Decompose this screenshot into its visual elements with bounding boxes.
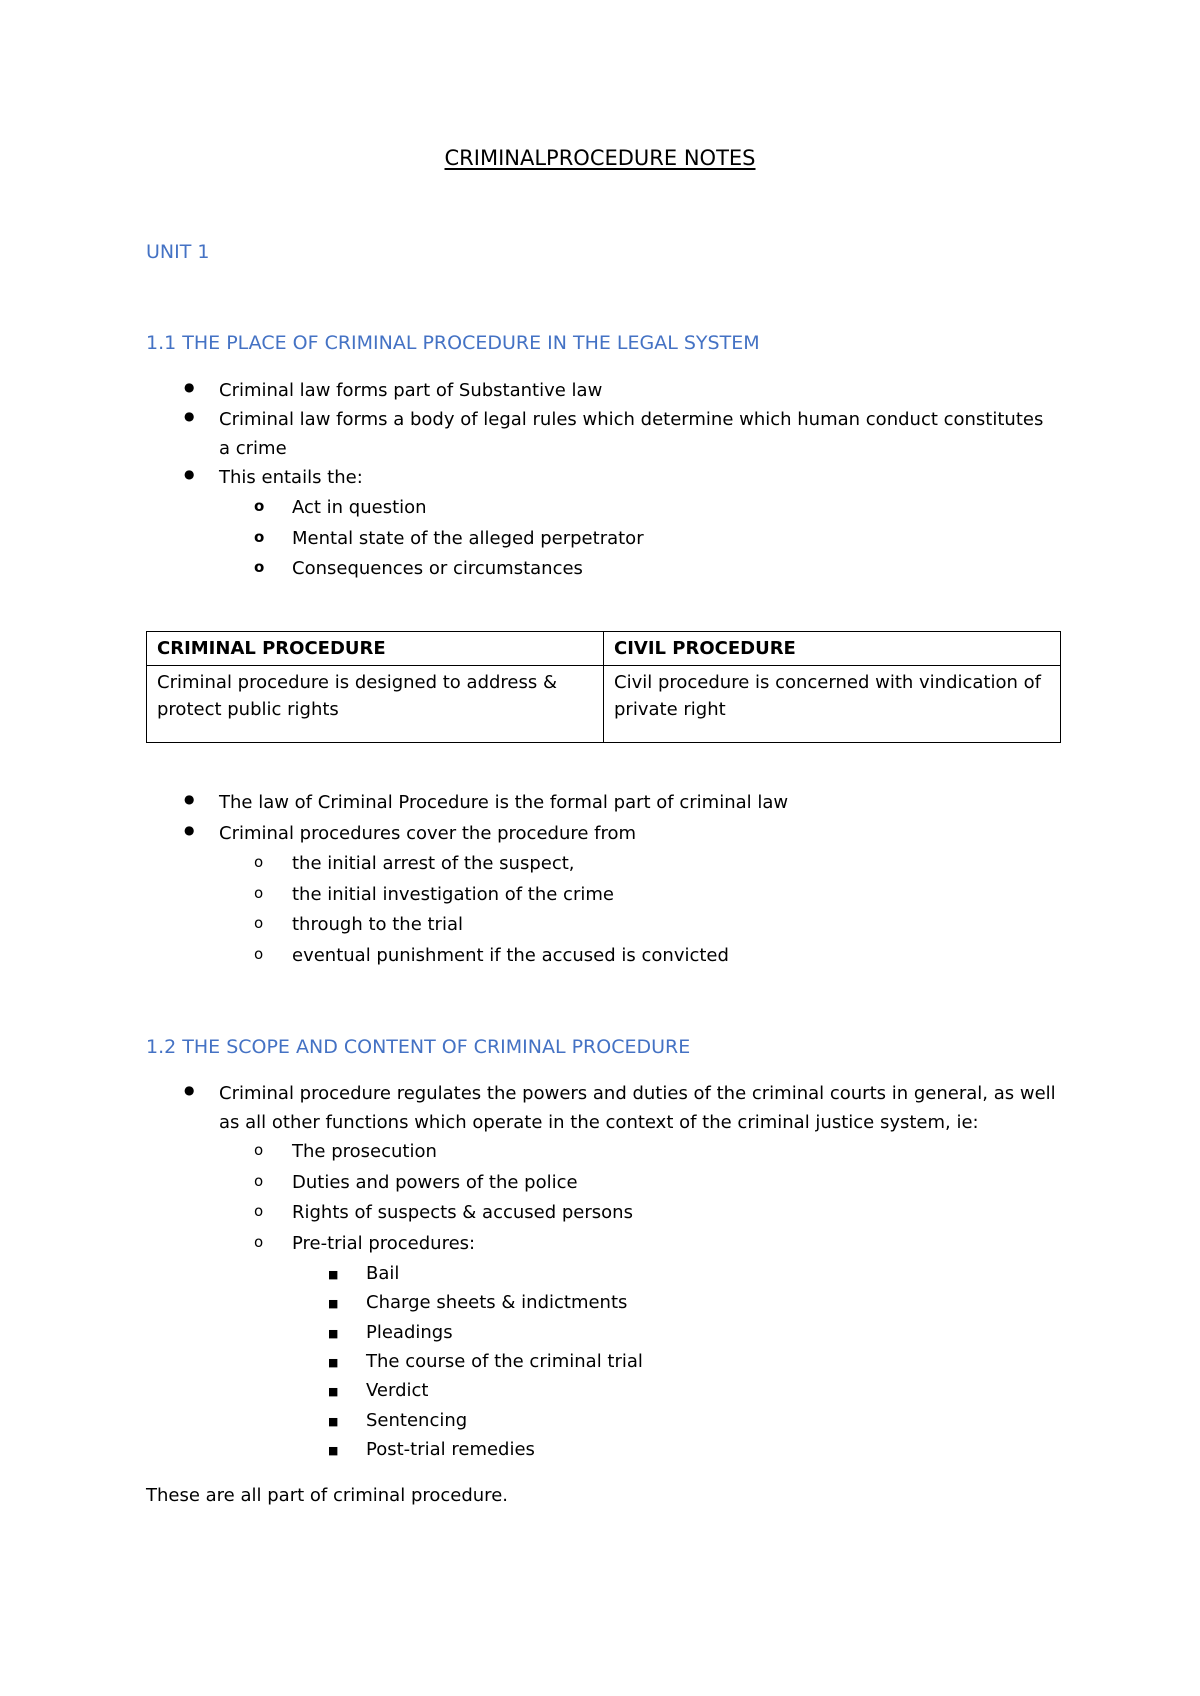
list-item: This entails the: [219, 467, 363, 488]
sub-list-item: Mental state of the alleged perpetrator [292, 528, 644, 549]
closing-statement: These are all part of criminal procedure. [146, 1485, 508, 1506]
sub-sub-list-item: Sentencing [366, 1410, 468, 1431]
sub-list-item: the initial investigation of the crime [292, 884, 614, 905]
circle-bullet-icon: o [254, 528, 265, 546]
document-title: CRIMINALPROCEDURE NOTES [444, 146, 756, 170]
list-item-continuation: as all other functions which operate in the context of the criminal justice system, ie: [219, 1112, 979, 1133]
sub-list-item: The prosecution [292, 1141, 437, 1162]
list-item-continuation: a crime [219, 438, 287, 459]
square-bullet-icon: ■ [328, 1415, 339, 1428]
bullet-icon: ● [184, 409, 195, 423]
comparison-table [146, 631, 1061, 743]
circle-bullet-icon: o [254, 558, 265, 576]
circle-bullet-icon: o [254, 497, 265, 515]
sub-list-item: eventual punishment if the accused is convicted [292, 945, 729, 966]
square-bullet-icon: ■ [328, 1356, 339, 1369]
sub-list-item: through to the trial [292, 914, 463, 935]
square-bullet-icon: ■ [328, 1268, 339, 1281]
sub-sub-list-item: Charge sheets & indictments [366, 1292, 628, 1313]
circle-bullet-icon: o [254, 1202, 264, 1220]
table-cell: Civil procedure is concerned with vindication of private right [604, 666, 1061, 743]
list-item: Criminal law forms a body of legal rules which determine which human conduct constitutes [219, 409, 1044, 430]
unit-heading: UNIT 1 [146, 241, 210, 263]
sub-list-item: Pre-trial procedures: [292, 1233, 476, 1254]
sub-list-item: Consequences or circumstances [292, 558, 583, 579]
square-bullet-icon: ■ [328, 1444, 339, 1457]
circle-bullet-icon: o [254, 884, 264, 902]
bullet-icon: ● [184, 1083, 195, 1097]
list-item: Criminal procedures cover the procedure from [219, 823, 637, 844]
circle-bullet-icon: o [254, 945, 264, 963]
bullet-icon: ● [184, 380, 195, 394]
square-bullet-icon: ■ [328, 1327, 339, 1340]
sub-sub-list-item: Post-trial remedies [366, 1439, 535, 1460]
sub-sub-list-item: Verdict [366, 1380, 429, 1401]
sub-sub-list-item: The course of the criminal trial [366, 1351, 643, 1372]
square-bullet-icon: ■ [328, 1297, 339, 1310]
section-1-1-heading: 1.1 THE PLACE OF CRIMINAL PROCEDURE IN THE LEGAL SYSTEM [146, 332, 760, 354]
list-item: Criminal procedure regulates the powers and duties of the criminal courts in general, as well [219, 1083, 1056, 1104]
bullet-icon: ● [184, 792, 195, 806]
table-header-row [147, 632, 1061, 666]
sub-sub-list-item: Pleadings [366, 1322, 453, 1343]
bullet-icon: ● [184, 823, 195, 837]
sub-sub-list-item: Bail [366, 1263, 400, 1284]
bullet-icon: ● [184, 467, 195, 481]
table-cell: Criminal procedure is designed to address & protect public rights [147, 666, 604, 743]
section-1-2-heading: 1.2 THE SCOPE AND CONTENT OF CRIMINAL PROCEDURE [146, 1036, 691, 1058]
square-bullet-icon: ■ [328, 1385, 339, 1398]
table-header-civil: CIVIL PROCEDURE [604, 632, 1061, 666]
sub-list-item: Rights of suspects & accused persons [292, 1202, 633, 1223]
circle-bullet-icon: o [254, 853, 264, 871]
circle-bullet-icon: o [254, 1141, 264, 1159]
circle-bullet-icon: o [254, 1233, 264, 1251]
sub-list-item: Act in question [292, 497, 427, 518]
list-item: Criminal law forms part of Substantive law [219, 380, 603, 401]
sub-list-item: Duties and powers of the police [292, 1172, 578, 1193]
circle-bullet-icon: o [254, 1172, 264, 1190]
table-row [147, 666, 1061, 743]
sub-list-item: the initial arrest of the suspect, [292, 853, 575, 874]
circle-bullet-icon: o [254, 914, 264, 932]
table-header-criminal: CRIMINAL PROCEDURE [147, 632, 604, 666]
list-item: The law of Criminal Procedure is the formal part of criminal law [219, 792, 789, 813]
